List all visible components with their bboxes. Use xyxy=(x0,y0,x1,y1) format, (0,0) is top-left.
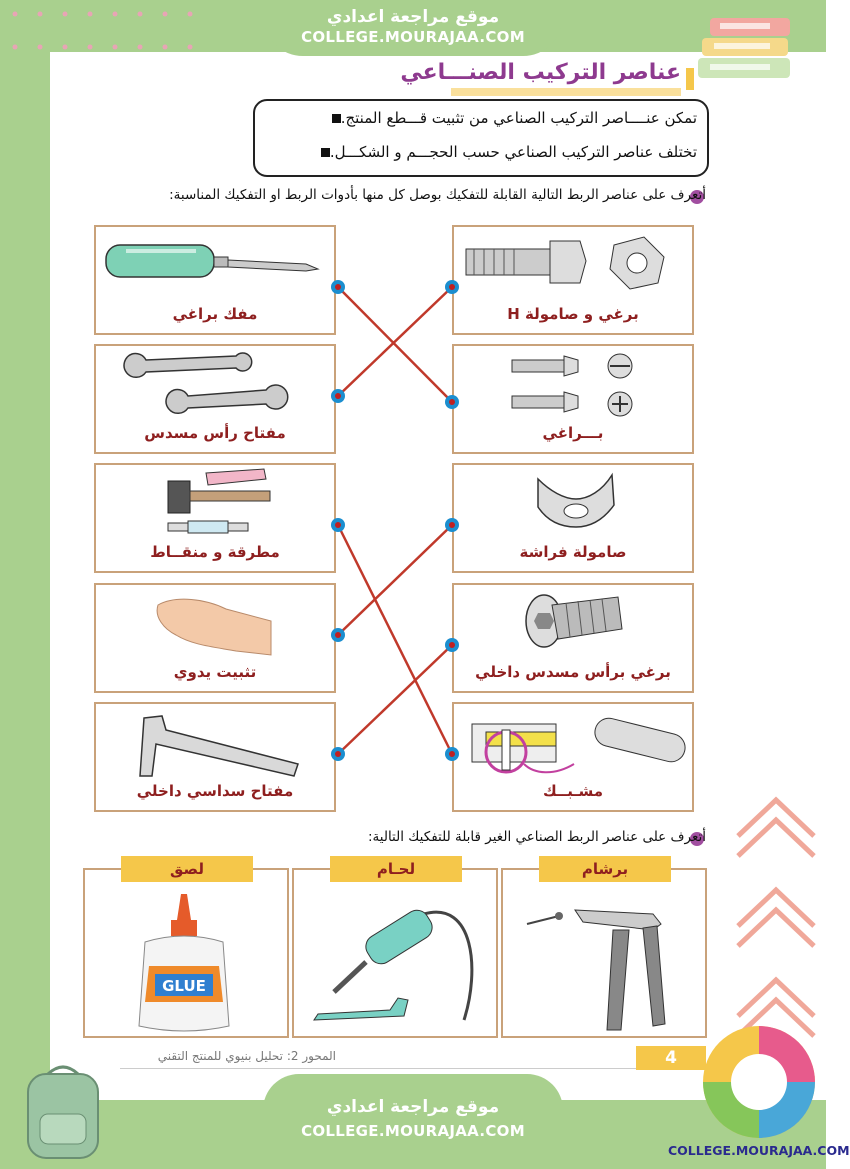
brand-url[interactable]: COLLEGE.MOURAJAA.COM xyxy=(668,1143,850,1158)
tool-label: مفتاح رأس مسدس xyxy=(144,424,286,442)
element-dot[interactable] xyxy=(445,747,459,761)
title-underline xyxy=(451,86,681,98)
tool-dot[interactable] xyxy=(331,628,345,642)
card-tag: لصق xyxy=(121,856,253,882)
tool-dot[interactable] xyxy=(331,280,345,294)
soldering-iron-icon xyxy=(294,870,500,1040)
frame-left xyxy=(0,0,50,1169)
exercise2-prompt: أتعرف على عناصر الربط الصناعي الغير قابلة للتفكيك التالية: xyxy=(367,829,706,845)
books-icon xyxy=(690,10,810,100)
tool-card-hand xyxy=(94,583,336,693)
rivet-gun-icon xyxy=(503,870,709,1040)
tool-card-hammer xyxy=(94,463,336,573)
intro-box xyxy=(253,99,709,177)
element-label: صامولة فراشة xyxy=(519,543,627,561)
element-card-pin xyxy=(452,702,694,812)
page-number: 4 xyxy=(636,1046,706,1070)
site-banner-bottom[interactable] xyxy=(263,1074,563,1152)
element-card-screws xyxy=(452,344,694,454)
element-dot[interactable] xyxy=(445,280,459,294)
element-card-bolt-nut xyxy=(452,225,694,335)
element-dot[interactable] xyxy=(445,518,459,532)
site-name: موقع مراجعة اعدادي xyxy=(326,1097,500,1117)
chevrons-decoration xyxy=(732,790,818,1040)
tool-label: تثبيت يدوي xyxy=(173,663,257,681)
card-tag: برشام xyxy=(539,856,671,882)
element-card-wing-nut xyxy=(452,463,694,573)
element-dot[interactable] xyxy=(445,638,459,652)
element-label: برغي و صامولة H xyxy=(507,305,639,323)
title-marker xyxy=(686,68,694,90)
site-banner-top[interactable] xyxy=(263,0,563,56)
backpack-icon xyxy=(14,1058,110,1164)
intro-line-1: تمكن عنــــاصر التركيب الصناعي من تثبيت قـــطع المنتج. xyxy=(326,109,697,127)
card-glue xyxy=(83,860,289,1038)
tool-dot[interactable] xyxy=(331,389,345,403)
site-url[interactable]: COLLEGE.MOURAJAA.COM xyxy=(301,1122,525,1140)
tool-dot[interactable] xyxy=(331,747,345,761)
element-label: مشـبــك xyxy=(542,782,604,800)
lesson-title: عناصر التركيب الصنـــاعي xyxy=(400,60,681,85)
lesson-title-bar xyxy=(400,60,681,98)
element-label: بـــراغي xyxy=(542,424,604,442)
intro-line-2: تختلف عناصر التركيب الصناعي حسب الحجـــم و الشكـــل. xyxy=(315,143,697,161)
tool-label: مفك براغي xyxy=(172,305,258,323)
exercise1-prompt: أتعرف على عناصر الربط التالية القابلة للتفكيك بوصل كل منها بأدوات الربط او التفكيك المناسبة: xyxy=(169,187,706,203)
tool-label: مطرقة و منقــاط xyxy=(150,543,280,561)
footer-text xyxy=(110,1049,336,1069)
glue-text: GLUE xyxy=(162,977,206,995)
card-soldering xyxy=(292,860,498,1038)
tool-card-wrench xyxy=(94,344,336,454)
decorative-dots xyxy=(0,0,220,60)
tool-dot[interactable] xyxy=(331,518,345,532)
footer-axis: المحور 2: تحليل بنيوي للمنتج التقني xyxy=(157,1049,336,1063)
card-tag: لحـام xyxy=(330,856,462,882)
site-name: موقع مراجعة اعدادي xyxy=(326,7,500,27)
element-label: برغي برأس مسدس داخلي xyxy=(475,663,671,681)
site-url[interactable]: COLLEGE.MOURAJAA.COM xyxy=(301,28,525,46)
glue-bottle-icon xyxy=(85,870,291,1040)
element-dot[interactable] xyxy=(445,395,459,409)
tool-card-allen-key xyxy=(94,702,336,812)
tool-card-screwdriver xyxy=(94,225,336,335)
tool-label: مفتاح سداسي داخلي xyxy=(136,782,294,800)
card-rivet xyxy=(501,860,707,1038)
element-card-socket-screw xyxy=(452,583,694,693)
subjects-wheel-icon xyxy=(696,1024,822,1140)
